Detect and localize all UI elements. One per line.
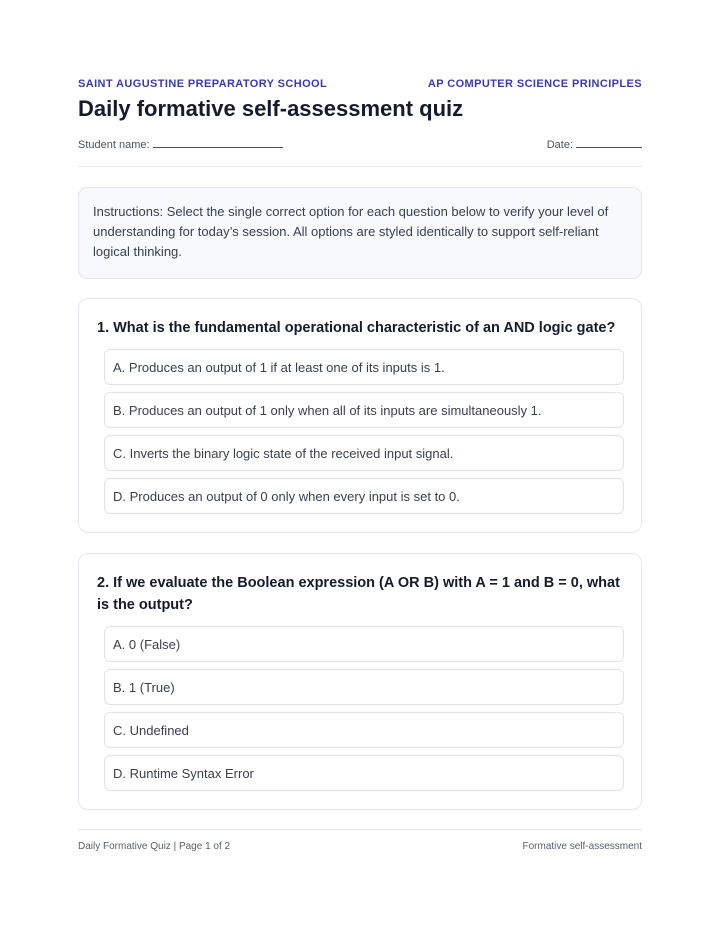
question-card-1 xyxy=(78,298,642,533)
instructions-box: Instructions: Select the single correct option for each question below to verify your level of understanding for today’s session. All options are styled identically to support self-reliant logical thinking. xyxy=(78,187,642,279)
answer-option-c[interactable]: C. Undefined xyxy=(104,712,624,748)
footer-divider xyxy=(78,829,642,830)
answer-option-d[interactable]: D. Runtime Syntax Error xyxy=(104,755,624,791)
answer-option-a[interactable]: A. Produces an output of 1 if at least one of its inputs is 1. xyxy=(104,349,624,385)
header-divider xyxy=(78,166,642,167)
answer-option-b[interactable]: B. 1 (True) xyxy=(104,669,624,705)
footer-label: Formative self-assessment xyxy=(522,841,642,852)
student-name-line xyxy=(153,138,283,148)
question-text: 2. If we evaluate the Boolean expression (A OR B) with A = 1 and B = 0, what is the output? xyxy=(97,575,620,613)
date-line xyxy=(576,138,642,148)
answer-option-b[interactable]: B. Produces an output of 1 only when all of its inputs are simultaneously 1. xyxy=(104,392,624,428)
answer-option-a[interactable]: A. 0 (False) xyxy=(104,626,624,662)
footer-page-info: Daily Formative Quiz | Page 1 of 2 xyxy=(78,841,231,852)
date-field[interactable] xyxy=(547,138,642,151)
page-footer xyxy=(78,841,642,852)
question-text: 1. What is the fundamental operational characteristic of an AND logic gate? xyxy=(97,320,616,336)
question-card-2 xyxy=(78,553,642,810)
student-name-field[interactable] xyxy=(78,138,283,151)
page-title: Daily formative self-assessment quiz xyxy=(78,96,464,121)
date-label: Date: xyxy=(546,139,573,151)
course-name: AP COMPUTER SCIENCE PRINCIPLES xyxy=(427,78,642,90)
student-meta xyxy=(78,138,642,151)
student-name-label: Student name: xyxy=(78,139,150,151)
answer-option-d[interactable]: D. Produces an output of 0 only when every input is set to 0. xyxy=(104,478,624,514)
school-name: SAINT AUGUSTINE PREPARATORY SCHOOL xyxy=(78,78,328,90)
page-header xyxy=(78,78,642,90)
answer-option-c[interactable]: C. Inverts the binary logic state of the received input signal. xyxy=(104,435,624,471)
